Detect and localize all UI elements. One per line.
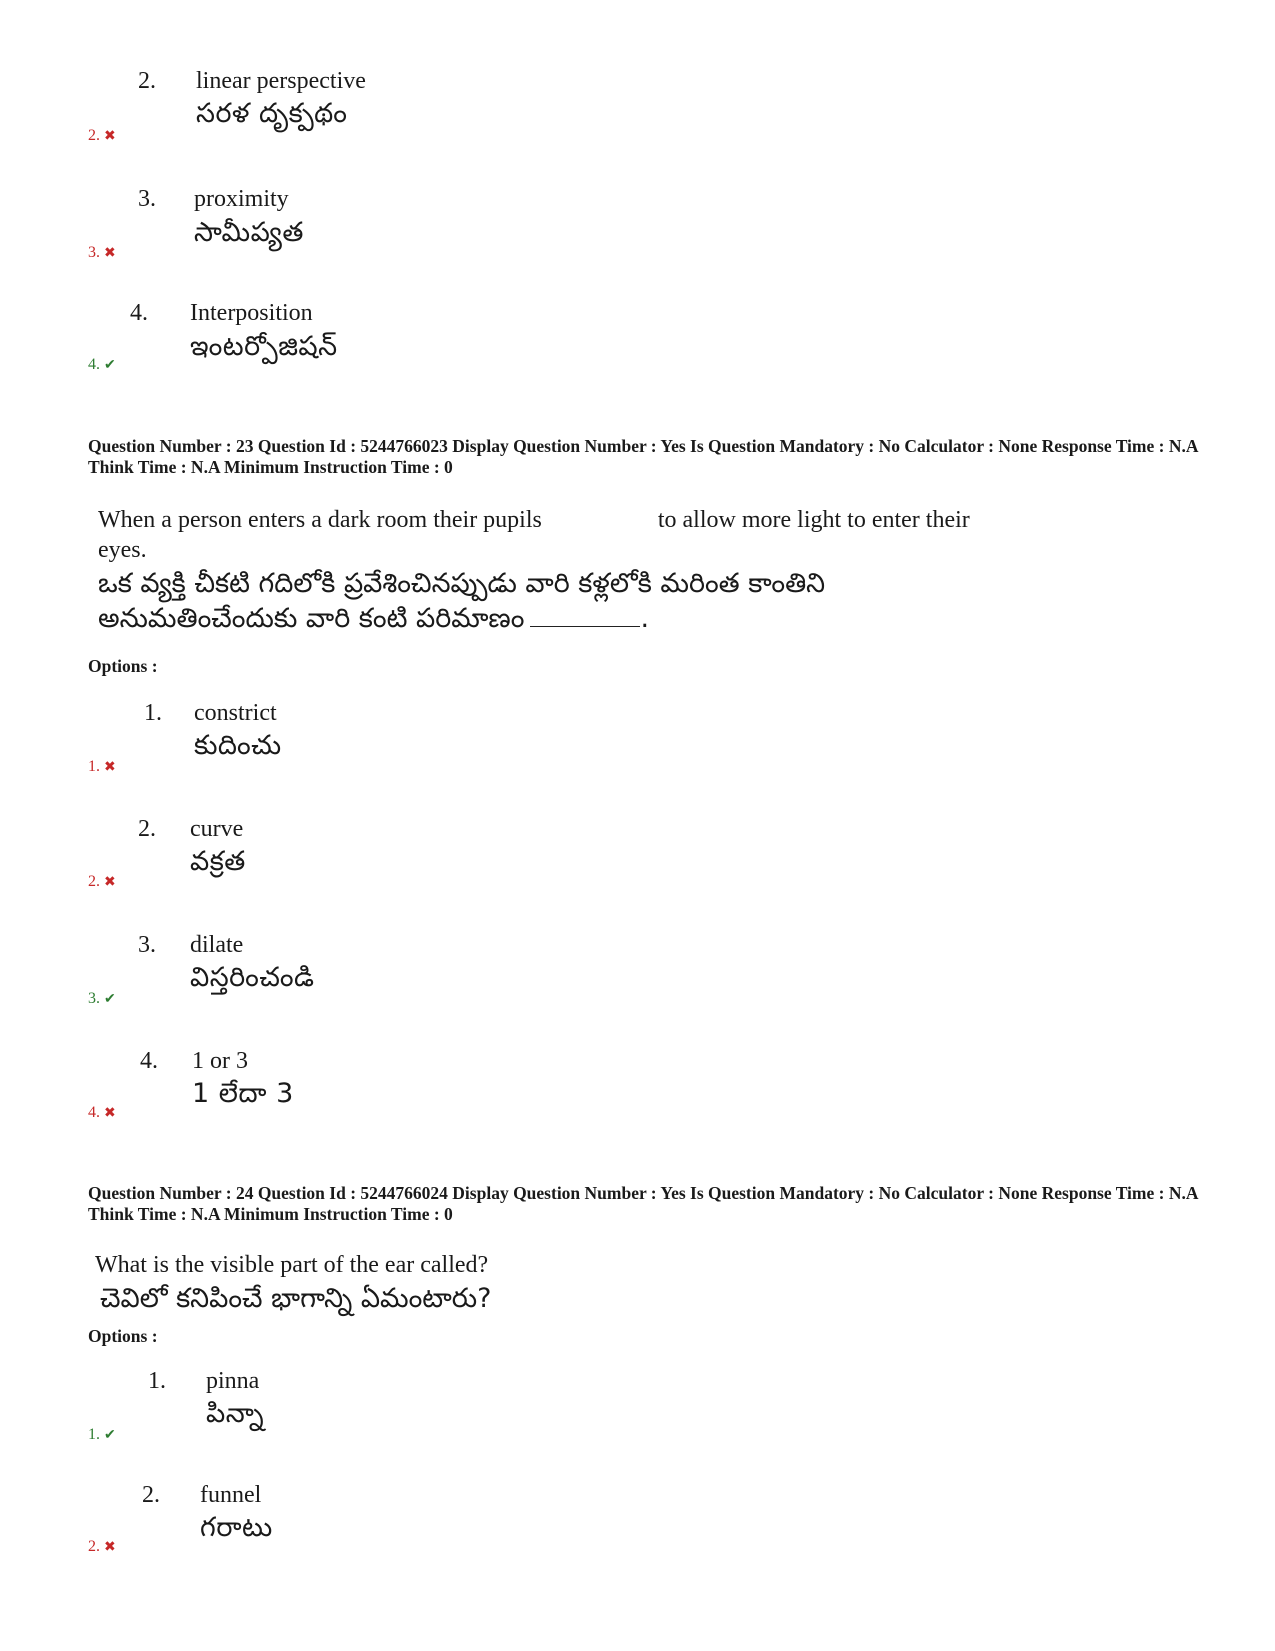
option-text-te: ఇంటర్పోజిషన్: [190, 331, 338, 362]
option-marker: 2. ✖: [88, 873, 116, 890]
cross-icon: ✖: [104, 759, 116, 775]
option-text-te: గరాటు: [200, 1512, 273, 1543]
stem-part-b: to allow more light to enter their: [657, 507, 970, 533]
cross-icon: ✖: [104, 128, 116, 144]
option-text-en: 1 or 3: [192, 1048, 248, 1074]
stem-part-a: When a person enters a dark room their pupils: [98, 507, 542, 533]
question-stem-en-line2: eyes.: [98, 537, 147, 563]
answer-blank: [530, 606, 640, 627]
option-number: 3.: [138, 932, 156, 958]
cross-icon: ✖: [104, 1105, 116, 1121]
option-marker: 1. ✔: [88, 1426, 116, 1443]
option-marker: 2. ✖: [88, 1538, 116, 1555]
options-label: Options :: [88, 656, 158, 676]
question-stem-te: చెవిలో కనిపించే భాగాన్ని ఏమంటారు?: [100, 1283, 492, 1314]
option-text-en: dilate: [190, 932, 244, 958]
option-number: 2.: [142, 1482, 160, 1508]
question-stem-te-line1: ఒక వ్యక్తి చీకటి గదిలోకి ప్రవేశించినప్పుడు వారి కళ్లలోకి మరింత కాంతిని: [98, 568, 826, 599]
option-text-te: 1 లేదా 3: [192, 1078, 294, 1109]
option-text-te: కుదించు: [194, 730, 282, 761]
option-text-te: వక్రత: [190, 846, 246, 877]
question-stem-en: What is the visible part of the ear called?: [95, 1252, 489, 1278]
option-number: 2.: [138, 816, 156, 842]
question-stem-te-line2: [98, 600, 649, 637]
option-number: 1.: [144, 700, 162, 726]
option-text-en: pinna: [206, 1368, 260, 1394]
option-text-en: curve: [190, 816, 244, 842]
cross-icon: ✖: [104, 245, 116, 261]
question-meta: Question Number : 23 Question Id : 5244766023 Display Question Number : Yes Is Question Mandatory : No Calculator : None Response Time : N.A Think Time : N.A Minimum Instruction Time : 0: [88, 436, 1198, 477]
stem-period: .: [640, 603, 650, 634]
stem-te-text: అనుమతించేందుకు వారి కంటి పరిమాణం: [98, 603, 525, 634]
option-number: 3.: [138, 186, 156, 212]
check-icon: ✔: [104, 357, 116, 373]
option-text-te: సామీప్యత: [194, 217, 304, 248]
option-marker: 3. ✔: [88, 990, 116, 1007]
option-text-te: సరళ దృక్పథం: [196, 98, 348, 129]
option-number: 4.: [130, 300, 148, 326]
option-text-en: funnel: [200, 1482, 262, 1508]
option-text-en: linear perspective: [196, 68, 366, 94]
option-marker: 4. ✖: [88, 1104, 116, 1121]
option-text-en: Interposition: [190, 300, 313, 326]
option-text-te: విస్తరించండి: [190, 962, 315, 993]
check-icon: ✔: [104, 1427, 116, 1443]
check-icon: ✔: [104, 991, 116, 1007]
option-number: 1.: [148, 1368, 166, 1394]
option-marker: 3. ✖: [88, 244, 116, 261]
option-number: 2.: [138, 68, 156, 94]
question-meta: Question Number : 24 Question Id : 5244766024 Display Question Number : Yes Is Question Mandatory : No Calculator : None Response Time : N.A Think Time : N.A Minimum Instruction Time : 0: [88, 1183, 1198, 1224]
option-number: 4.: [140, 1048, 158, 1074]
option-text-en: proximity: [194, 186, 289, 212]
option-marker: 4. ✔: [88, 356, 116, 373]
option-text-en: constrict: [194, 700, 277, 726]
cross-icon: ✖: [104, 874, 116, 890]
option-marker: 1. ✖: [88, 758, 116, 775]
question-stem-en-line1: [98, 505, 970, 536]
option-text-te: పిన్నా: [206, 1398, 265, 1429]
cross-icon: ✖: [104, 1539, 116, 1555]
options-label: Options :: [88, 1326, 158, 1346]
option-marker: 2. ✖: [88, 127, 116, 144]
